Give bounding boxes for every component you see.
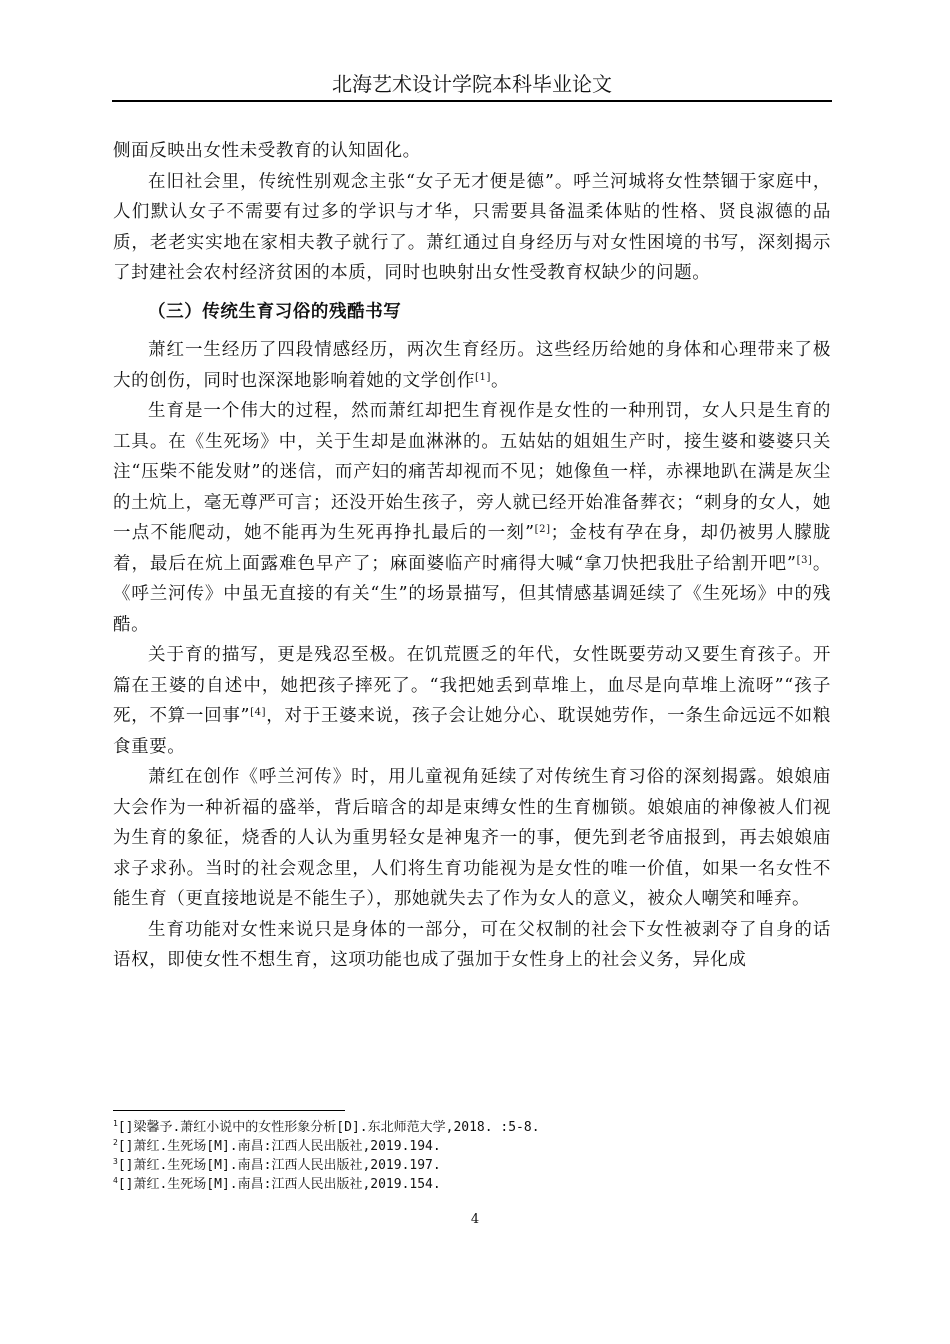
paragraph: 生育功能对女性来说只是身体的一部分，可在父权制的社会下女性被剥夺了自身的话语权，即使女性不想生育，这项功能也成了强加于女性身上的社会义务，异化成	[113, 919, 831, 970]
section-heading: （三）传统生育习俗的残酷书写	[148, 301, 402, 322]
footnote-text: []萧红.生死场[M].南昌:江西人民出版社,2019.154.	[117, 1177, 441, 1192]
paragraph-text: 萧红一生经历了四段情感经历，两次生育经历。这些经历给她的身体和心理带来了极大的创伤，同时也深深地影响着她的文学创作	[113, 340, 831, 391]
citation-4[interactable]: [4]	[250, 707, 267, 718]
paragraph-text: ，对于王婆来说，孩子会让她分心、耽误她劳作，一条生命远远不如粮食重要。	[113, 706, 831, 757]
footnote-mark: 3	[113, 1157, 118, 1166]
paragraph-text: 。	[490, 370, 510, 391]
paragraph-text: 。《呼兰河传》中虽无直接的有关“生”的场景描写，但其情感基调延续了《生死场》中的残酷。	[113, 553, 831, 635]
paragraph-text: ；金枝有孕在身，却仍被男人朦胧着，最后在炕上面露难色早产了；麻面婆临产时痛得大喊“拿刀快把我肚子给割开吧”	[113, 523, 831, 574]
paragraph: 萧红在创作《呼兰河传》时，用儿童视角延续了对传统生育习俗的深刻揭露。娘娘庙大会作为一种祈福的盛举，背后暗含的却是束缚女性的生育枷锁。娘娘庙的神像被人们视为生育的象征，烧香的人认为重男轻女是神鬼齐一的事，便先到老爷庙报到，再去娘娘庙求子求孙。当时的社会观念里，人们将生育功能视为是女性的唯一价值，如果一名女性不能生育（更直接地说是不能生子），那她就失去了作为女人的意义，被众人嘲笑和唾弃。	[113, 767, 831, 909]
footnote-rule	[113, 1110, 345, 1111]
footnote	[113, 1137, 831, 1156]
footnotes	[113, 1118, 831, 1194]
footnote-mark: 2	[113, 1138, 118, 1147]
footnote-text: []萧红.生死场[M].南昌:江西人民出版社,2019.197.	[117, 1158, 441, 1173]
footnote	[113, 1118, 831, 1137]
footnote	[113, 1175, 831, 1194]
footnote-mark: 4	[113, 1176, 118, 1185]
header-rule	[112, 100, 832, 102]
paragraph-continuation: 侧面反映出女性未受教育的认知固化。	[113, 141, 421, 161]
footnote-mark: 1	[113, 1119, 118, 1128]
footnote-text: []萧红.生死场[M].南昌:江西人民出版社,2019.194.	[117, 1139, 441, 1154]
citation-3[interactable]: [3]	[796, 554, 813, 566]
body-text	[113, 136, 831, 976]
citation-1[interactable]: [1]	[475, 371, 491, 383]
paragraph-text: 关于育的描写，更是残忍至极。在饥荒匮乏的年代，女性既要劳动又要生育孩子。开篇在王婆的自述中，她把孩子摔死了。“我把她丢到草堆上，血尽是向草堆上流呀”“孩子死，不算一回事”	[113, 645, 831, 726]
paragraph	[113, 335, 831, 396]
paragraph	[113, 640, 831, 762]
paragraph-text: 生育是一个伟大的过程，然而萧红却把生育视作是女性的一种刑罚，女人只是生育的工具。在《生死场》中，关于生却是血淋淋的。五姑姑的姐姐生产时，接生婆和婆婆只关注“压柴不能发财”的迷信，而产妇的痛苦却视而不见；她像鱼一样，赤裸地趴在满是灰尘的土炕上，毫无尊严可言；还没开始生孩子，旁人就已经开始准备葬衣；“刺身的女人，她一点不能爬动，她不能再为生死再挣扎最后的一刻”	[113, 401, 831, 543]
paragraph: 在旧社会里，传统性别观念主张“女子无才便是德”。呼兰河城将女性禁锢于家庭中，人们默认女子不需要有过多的学识与才华，只需要具备温柔体贴的性格、贤良淑德的品质，老老实实地在家相夫教子就行了。萧红通过自身经历与对女性困境的书写，深刻揭示了封建社会农村经济贫困的本质，同时也映射出女性受教育权缺少的问题。	[113, 171, 831, 283]
footnote	[113, 1156, 831, 1175]
paragraph	[113, 396, 831, 640]
citation-2[interactable]: [2]	[534, 524, 551, 535]
running-header: 北海艺术设计学院本科毕业论文	[332, 72, 612, 96]
page-number: 4	[470, 1212, 480, 1227]
footnote-text: []梁馨予.萧红小说中的女性形象分析[D].东北师范大学,2018. :5-8.	[117, 1120, 540, 1135]
